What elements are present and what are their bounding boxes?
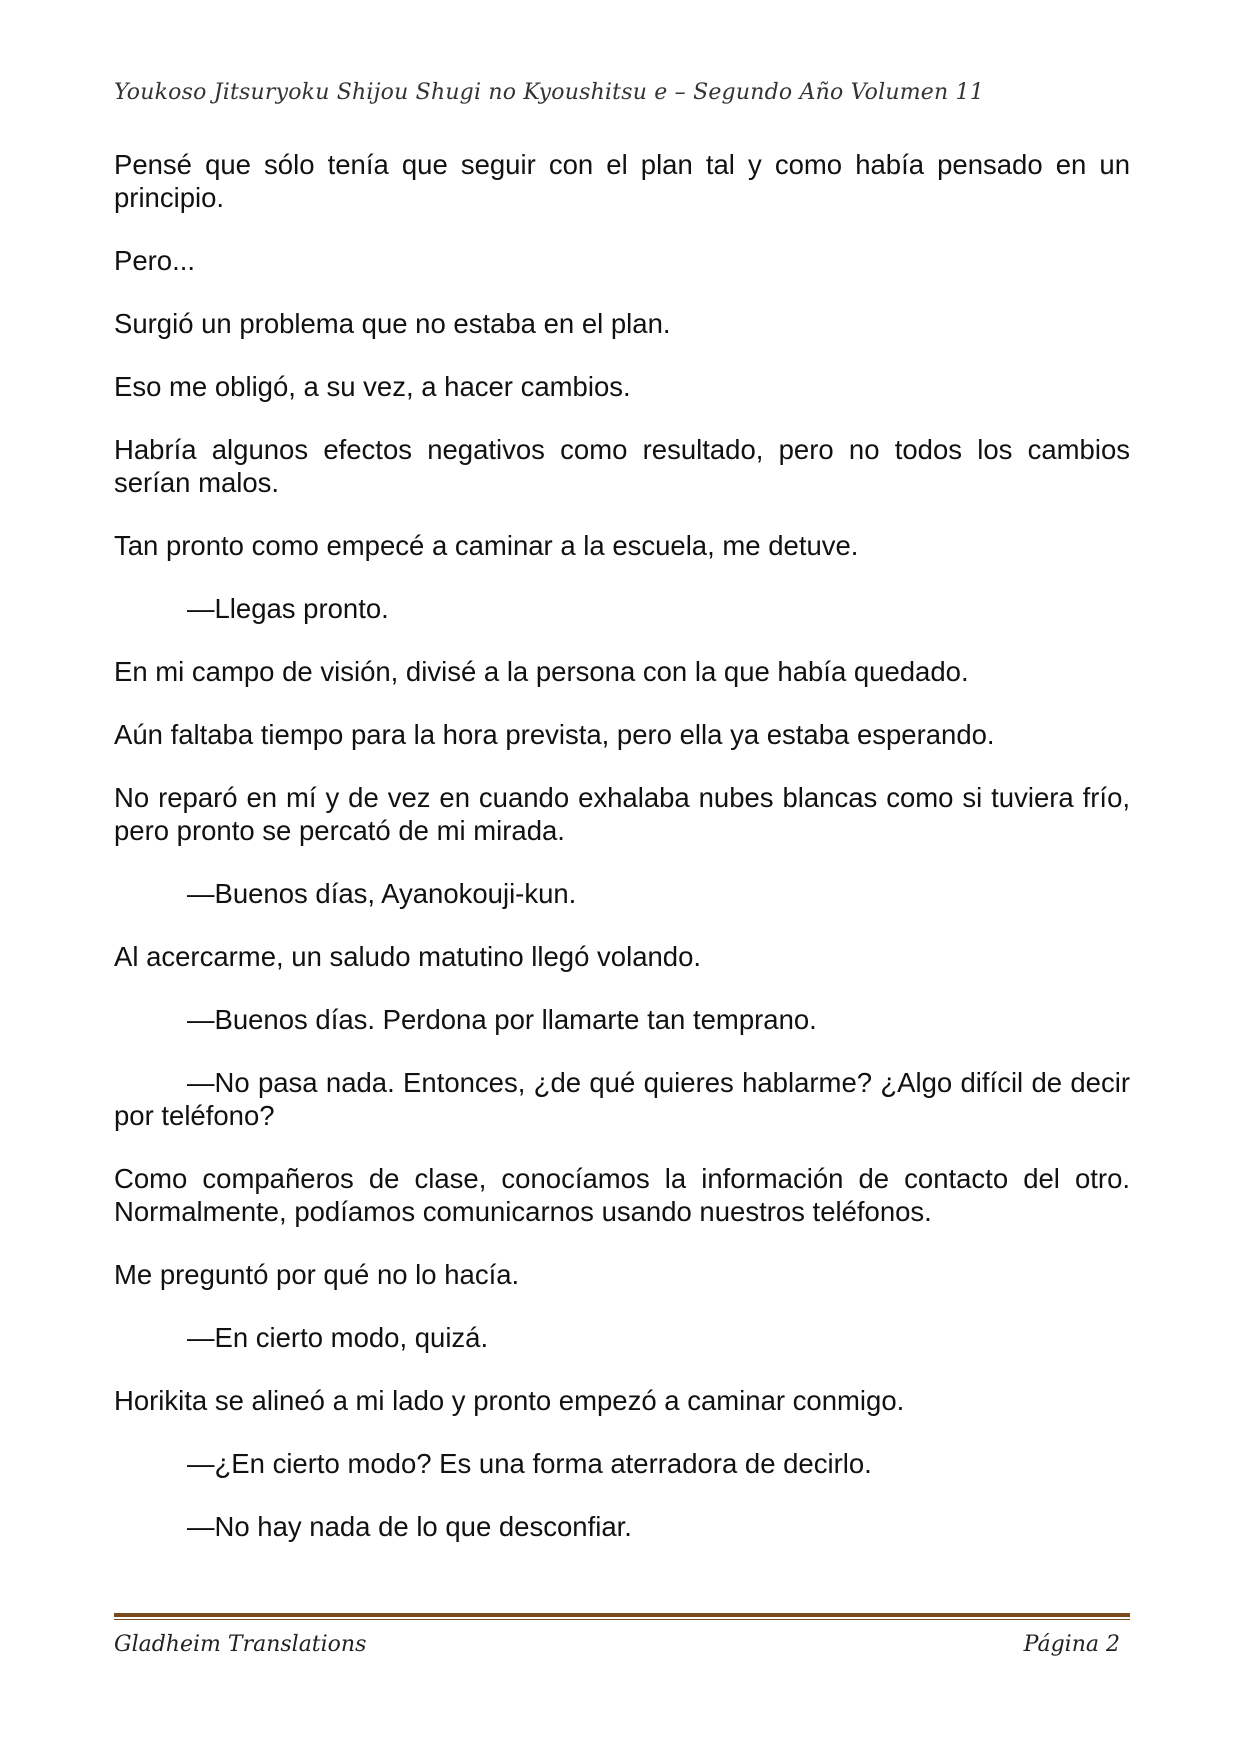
paragraph: Como compañeros de clase, conocíamos la información de contacto del otro. Normalmente, podíamos comunicarnos usando nuestros teléfonos. (114, 1163, 1130, 1227)
dialogue-line: —En cierto modo, quizá. (187, 1322, 489, 1353)
page-number: Página 2 (1023, 1632, 1120, 1657)
paragraph: En mi campo de visión, divisé a la persona con la que había quedado. (114, 656, 969, 687)
footer-divider (114, 1613, 1130, 1617)
paragraph: Al acercarme, un saludo matutino llegó volando. (114, 941, 702, 972)
footer-translator: Gladheim Translations (114, 1632, 367, 1657)
body-text (114, 148, 1130, 1573)
dialogue-line: —No hay nada de lo que desconfiar. (187, 1511, 632, 1542)
paragraph: Pensé que sólo tenía que seguir con el plan tal y como había pensado en un principio. (114, 149, 1130, 213)
dialogue-line: —No pasa nada. Entonces, ¿de qué quieres hablarme? ¿Algo difícil de decir por teléfono? (114, 1067, 1130, 1131)
paragraph: Eso me obligó, a su vez, a hacer cambios. (114, 371, 631, 402)
running-header: Youkoso Jitsuryoku Shijou Shugi no Kyoushitsu e – Segundo Año Volumen 11 (114, 80, 984, 105)
dialogue-line: —Buenos días, Ayanokouji-kun. (187, 878, 577, 909)
paragraph: Surgió un problema que no estaba en el plan. (114, 308, 671, 339)
dialogue-line: —Llegas pronto. (187, 593, 389, 624)
paragraph: Horikita se alineó a mi lado y pronto empezó a caminar conmigo. (114, 1385, 905, 1416)
paragraph: Tan pronto como empecé a caminar a la escuela, me detuve. (114, 530, 859, 561)
paragraph: Habría algunos efectos negativos como resultado, pero no todos los cambios serían malos. (114, 434, 1130, 498)
paragraph: No reparó en mí y de vez en cuando exhalaba nubes blancas como si tuviera frío, pero pronto se percató de mi mirada. (114, 782, 1130, 846)
dialogue-line: —¿En cierto modo? Es una forma aterradora de decirlo. (187, 1448, 872, 1479)
paragraph: Pero... (114, 245, 196, 276)
footer-divider-thin (114, 1619, 1130, 1620)
paragraph: Me preguntó por qué no lo hacía. (114, 1259, 520, 1290)
paragraph: Aún faltaba tiempo para la hora prevista, pero ella ya estaba esperando. (114, 719, 995, 750)
dialogue-line: —Buenos días. Perdona por llamarte tan temprano. (187, 1004, 817, 1035)
